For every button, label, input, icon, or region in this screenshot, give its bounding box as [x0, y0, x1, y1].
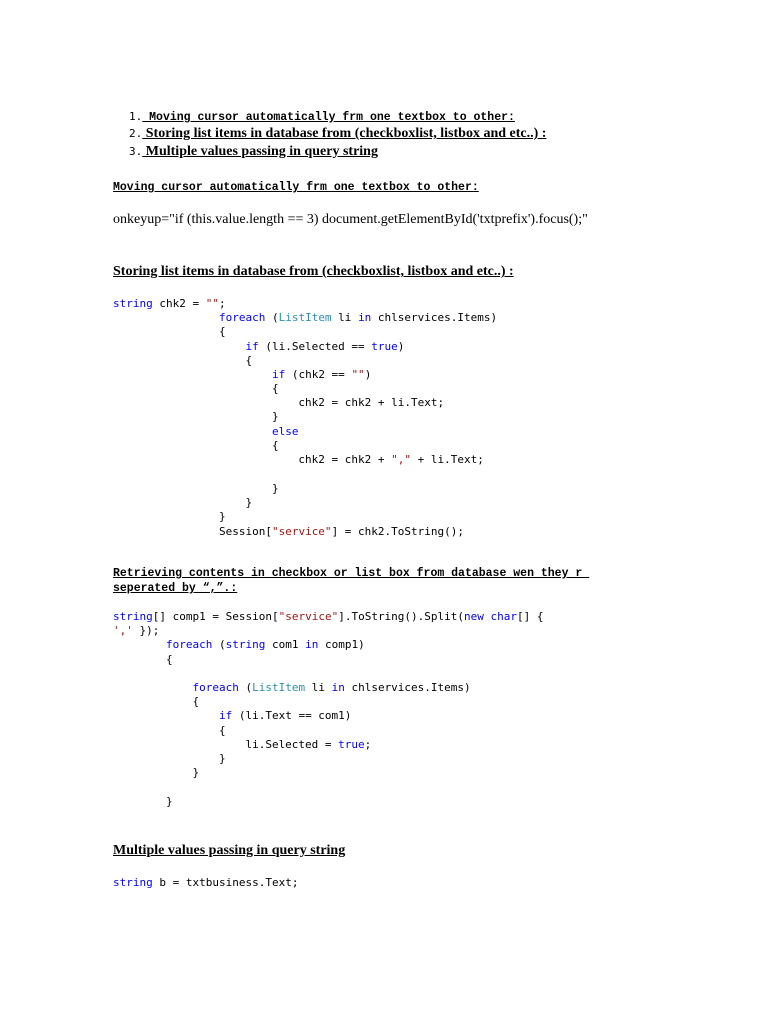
code-line: string chk2 = "";	[113, 297, 226, 310]
toc-link[interactable]: Moving cursor automatically frm one textbox to other:	[142, 111, 515, 124]
code-line: {	[113, 354, 253, 367]
code-line: }	[113, 766, 200, 779]
section-heading: Retrieving contents in checkbox or list box from database wen they r	[113, 567, 590, 580]
code-line: foreach (ListItem li in chlservices.Items)	[192, 681, 471, 694]
code-line: }	[113, 795, 173, 808]
toc-number: 3.	[129, 145, 143, 158]
section-heading: Multiple values passing in query string	[113, 843, 346, 858]
code-line: if (li.Selected == true)	[245, 340, 405, 353]
section-heading: seperated by “,”.:	[113, 582, 238, 595]
section-heading: Storing list items in database from (checkboxlist, listbox and etc..) :	[113, 264, 514, 279]
code-line: onkeyup="if (this.value.length == 3) document.getElementById('txtprefix').focus();"	[113, 212, 588, 227]
toc-link[interactable]: Multiple values passing in query string	[142, 144, 378, 159]
toc-number: 1.	[129, 110, 143, 123]
code-line: string[] comp1 = Session["service"].ToString().Split(new char[] {	[113, 610, 544, 623]
toc-link[interactable]: Storing list items in database from (checkboxlist, listbox and etc..) :	[142, 126, 547, 141]
code-line: }	[113, 410, 279, 423]
code-line: }	[113, 752, 226, 765]
code-line: if (li.Text == com1)	[218, 709, 352, 722]
code-line: }	[113, 482, 279, 495]
code-line: string b = txtbusiness.Text;	[113, 876, 299, 889]
code-line: chk2 = chk2 + li.Text;	[113, 396, 445, 409]
toc-number: 2.	[129, 127, 143, 140]
code-line: {	[113, 724, 226, 737]
code-line: li.Selected = true;	[113, 738, 372, 751]
code-line: }	[113, 496, 253, 509]
code-line: foreach (string com1 in comp1)	[165, 638, 365, 651]
code-line: {	[113, 695, 200, 708]
code-line: Session["service"] = chk2.ToString();	[113, 525, 465, 538]
code-line: {	[113, 325, 226, 338]
code-line: else	[271, 425, 299, 438]
code-line: chk2 = chk2 + "," + li.Text;	[113, 453, 484, 466]
toc-item-3	[113, 124, 378, 178]
code-line: foreach (ListItem li in chlservices.Items)	[218, 311, 498, 324]
code-line: {	[113, 653, 173, 666]
section-heading: Moving cursor automatically frm one textbox to other:	[113, 181, 479, 194]
code-line: if (chk2 == "")	[271, 368, 372, 381]
code-line: {	[113, 439, 279, 452]
code-line: ',' });	[113, 624, 160, 637]
code-line: }	[113, 510, 226, 523]
code-line: {	[113, 382, 279, 395]
